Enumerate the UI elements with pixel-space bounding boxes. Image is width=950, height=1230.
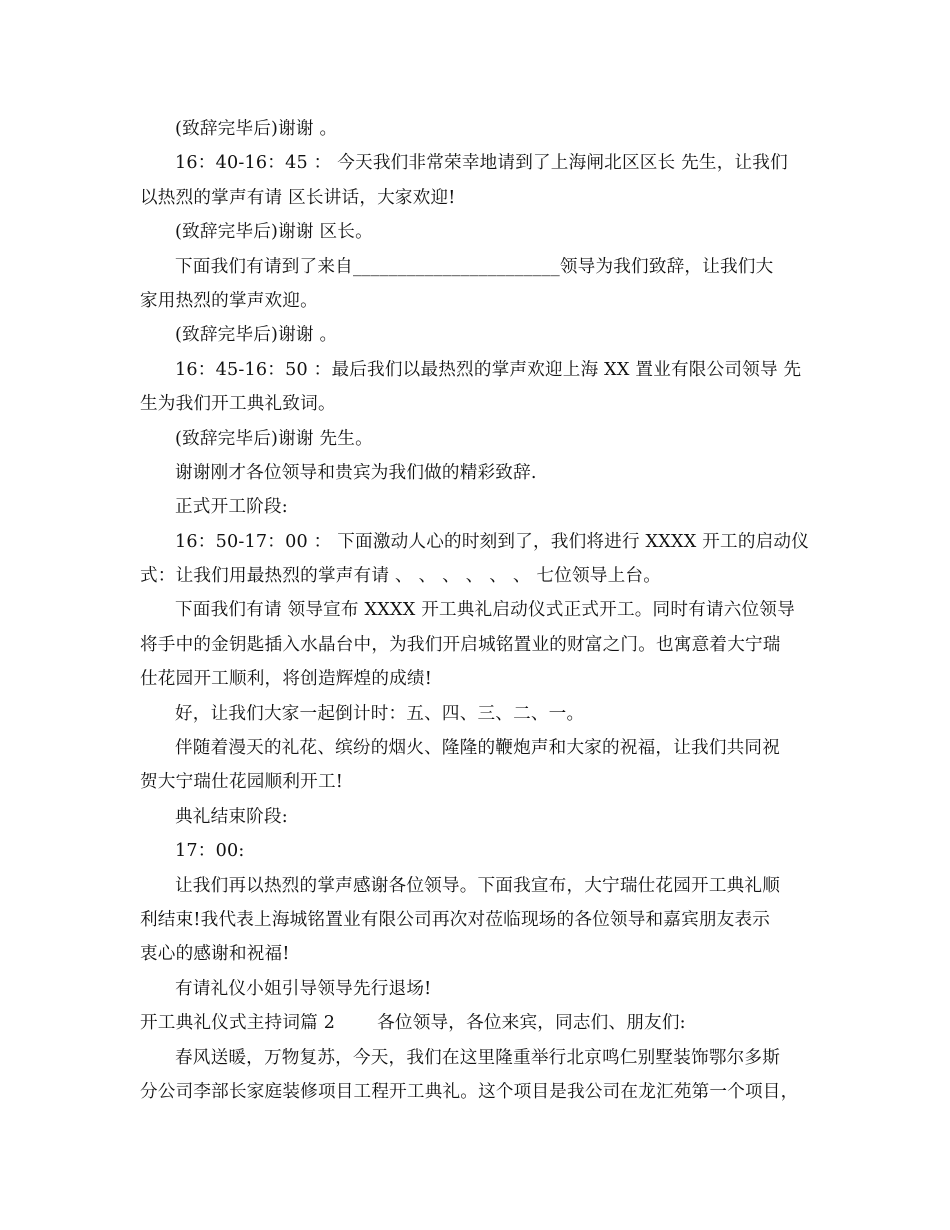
- section-greeting: 各位领导，各位来宾，同志们、朋友们:: [377, 1013, 686, 1034]
- paragraph-line: 让我们再以热烈的掌声感谢各位领导。下面我宣布，大宁瑞仕花园开工典礼顺: [175, 875, 780, 896]
- section-label: 正式开工阶段:: [175, 497, 288, 518]
- paragraph-line: (致辞完毕后)谢谢 先生。: [175, 428, 373, 449]
- paragraph-line: (致辞完毕后)谢谢 。: [175, 119, 338, 139]
- paragraph-line: 贺大宁瑞仕花园顺利开工!: [140, 772, 344, 793]
- paragraph-line: 将手中的金钥匙插入水晶台中，为我们开启城铭置业的财富之门。也寓意着大宁瑞: [140, 634, 781, 655]
- paragraph-line: 春风送暖，万物复苏，今天，我们在这里隆重举行北京鸣仁别墅装饰鄂尔多斯: [175, 1047, 780, 1068]
- document-page: [140, 112, 820, 1109]
- paragraph-line: (致辞完毕后)谢谢 。: [175, 325, 338, 346]
- paragraph-line: 16：40-16：45 ： 今天我们非常荣幸地请到了上海闸北区区长 先生，让我们: [175, 153, 788, 174]
- paragraph-line: 下面我们有请到了来自_______________________领导为我们致辞，让我们大: [175, 256, 774, 277]
- paragraph-line: 谢谢刚才各位领导和贵宾为我们做的精彩致辞.: [175, 462, 537, 483]
- paragraph-line: 下面我们有请 领导宣布 XXXX 开工典礼启动仪式正式开工。同时有请六位领导: [175, 600, 795, 621]
- paragraph-line: 利结束!我代表上海城铭置业有限公司再次对莅临现场的各位领导和嘉宾朋友表示: [140, 909, 771, 930]
- paragraph-line: 16：50-17：00 ： 下面激动人心的时刻到了，我们将进行 XXXX 开工的启动仪: [175, 531, 810, 552]
- paragraph-line: 伴随着漫天的礼花、缤纷的烟火、隆隆的鞭炮声和大家的祝福，让我们共同祝: [175, 738, 780, 759]
- paragraph-line: 以热烈的掌声有请 区长讲话，大家欢迎!: [140, 187, 456, 208]
- section-heading: 开工典礼仪式主持词篇 2: [140, 1013, 336, 1034]
- paragraph-line: 有请礼仪小姐引导领导先行退场!: [175, 978, 432, 999]
- time-label: 17：00:: [175, 841, 245, 862]
- paragraph-line: 好，让我们大家一起倒计时：五、四、三、二、一。: [175, 703, 585, 724]
- section-heading-line: [140, 1006, 820, 1040]
- paragraph-line: 分公司李部长家庭装修项目工程开工典礼。这个项目是我公司在龙汇苑第一个项目，: [140, 1081, 799, 1102]
- paragraph-line: 式：让我们用最热烈的掌声有请 、 、 、 、 、 、 七位领导上台。: [140, 566, 661, 587]
- paragraph-line: 家用热烈的掌声欢迎。: [140, 290, 318, 311]
- paragraph-line: 生为我们开工典礼致词。: [140, 394, 336, 415]
- paragraph-line: 仕花园开工顺利，将创造辉煌的成绩!: [140, 669, 432, 690]
- paragraph-line: (致辞完毕后)谢谢 区长。: [175, 222, 373, 243]
- paragraph-line: 16：45-16：50 ：最后我们以最热烈的掌声欢迎上海 XX 置业有限公司领导 先: [175, 359, 802, 380]
- section-label: 典礼结束阶段:: [175, 806, 288, 827]
- paragraph-line: 衷心的感谢和祝福!: [140, 944, 290, 965]
